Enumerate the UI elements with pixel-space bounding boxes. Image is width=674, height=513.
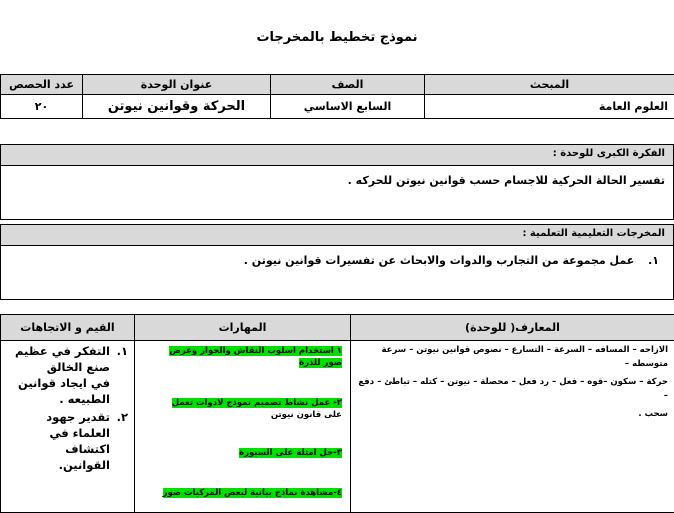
value-line: الطبيعه . [15,391,110,407]
grade-header: الصف [271,75,425,95]
periods-header: عدد الحصص [1,75,83,95]
value-line: العلماء في [46,425,110,441]
skill-item [162,397,342,421]
skill-text: ٢- عمل نشاط تصميم نموذج لادوات تعمل [172,398,342,408]
value-number: ٢. [110,409,128,473]
unit-title-header: عنوان الوحدة [83,75,271,95]
skill-item [162,487,342,499]
knowledge-line: الازاحه – المسافه – السرعة – التسارع – نصوص قوانين نيوتن – سرعة متوسطه – [357,343,668,371]
knowledge-cell [351,341,674,513]
learning-outcomes-label: المخرجات التعليمية التعلمية : [1,225,673,246]
value-line: اكتشاف [46,441,110,457]
skill-text: ٣-حل امثلة على السبورة [239,448,342,458]
grade-value: السابع الاساسي [271,95,425,119]
value-number: ١. [110,343,128,407]
knowledge-line: حركة – سكون –قوه – فعل – رد فعل – محصلة – نيوتن – كتله – تباطئ – دفع – [357,375,668,403]
value-line: صنع الخالق [15,359,110,375]
skill-text: على قانون نيوتن [271,410,342,420]
unit-info-table [0,74,674,119]
periods-value: ٢٠ [1,95,83,119]
value-line: في ايجاد قوانين [15,375,110,391]
knowledge-skills-values-table [0,314,674,513]
knowledge-line: سحب . [357,407,668,421]
value-line: تقدير جهود [46,409,110,425]
big-idea-text: تفسير الحالة الحركية للاجسام حسب قوانين نيوتن للحركه . [1,166,673,195]
value-item [7,409,128,473]
learning-outcome-item [1,246,673,275]
value-item [7,343,128,407]
big-idea-label: الفكرة الكبرى للوحدة : [1,145,673,166]
value-line: القوانين. [46,457,110,473]
skill-text: ١ استخدام اسلوب النقاش والحوار وعرض [169,346,342,356]
skill-item [162,447,342,459]
skill-item [162,345,342,369]
subject-value: العلوم العامة [425,95,674,119]
unit-title-value: الحركة وقوانين نيوتن [83,95,271,119]
big-idea-box [0,144,674,220]
value-line: التفكر في عظيم [15,343,110,359]
outcome-number: ١. [648,254,659,267]
subject-header: المبحث [425,75,674,95]
skill-text: صور للذرة [299,358,342,368]
learning-outcomes-box [0,224,674,300]
skill-text: ٤-مشاهدة نماذج بيانية لبعض المركبات صور [163,488,342,498]
skills-cell [135,341,351,513]
knowledge-header: المعارف( للوحدة) [351,315,674,341]
values-header: القيم و الاتجاهات [1,315,135,341]
values-cell [1,341,135,513]
skills-header: المهارات [135,315,351,341]
page-title: نموذج تخطيط بالمخرجات [0,30,674,45]
outcome-text: عمل مجموعة من التجارب والدوات والابحاث عن تفسيرات قوانين نيوتن . [244,254,634,267]
